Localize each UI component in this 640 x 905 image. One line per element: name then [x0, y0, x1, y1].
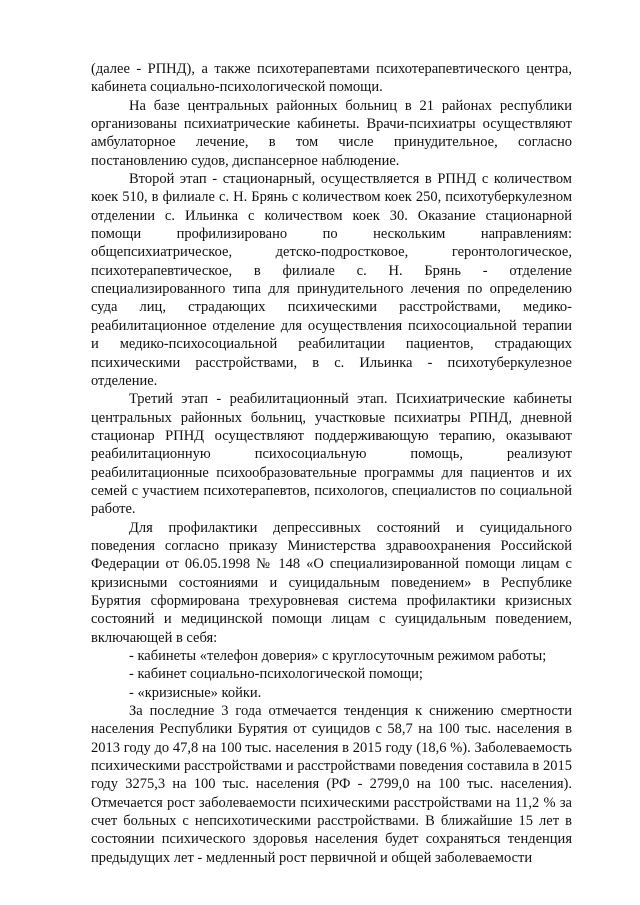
paragraph-prevention-system: Для профилактики депрессивных состояний и суицидального поведения согласно приказу Министерства здравоохранения Российской Федерации от 06.05.1998 № 148 «О специализированной помощи лицам с кризисными состояниями и суицидальным поведением» в Республике Бурятия сформирована трехуровневая система профилактики кризисных состояний и медицинской помощи лицам с суицидальным поведением, включающей в себя:	[91, 519, 572, 646]
prevention-levels-list	[91, 647, 572, 702]
list-item: - кабинет социально-психологической помощи;	[129, 665, 572, 683]
document-page	[91, 60, 572, 867]
list-item: - «кризисные» койки.	[129, 684, 572, 702]
paragraph-suicide-statistics: За последние 3 года отмечается тенденция к снижению смертности населения Республики Бурятия от суицидов с 58,7 на 100 тыс. населения в 2013 году до 47,8 на 100 тыс. населения в 2015 году (18,6 %). Заболеваемость психическими расстройствами и расстройствами поведения составила в 2015 году 3275,3 на 100 тыс. населения (РФ - 2799,0 на 100 тыс. населения). Отмечается рост заболеваемости психическими расстройствами на 11,2 % за счет больных с непсихотическими расстройствами. В ближайшие 15 лет в состоянии психического здоровья населения будет сохраняться тенденция предыдущих лет - медленный рост первичной и общей заболеваемости	[91, 703, 572, 866]
paragraph-second-stage: Второй этап - стационарный, осуществляется в РПНД с количеством коек 510, в филиале с. Н. Брянь с количеством коек 250, психотуберкулезном отделении с. Ильинка с количеством коек 30. Оказание стационарной помощи профилизировано по нескольким направлениям: общепсихиатрическое, детско-подростковое, геронтологическое, психотерапевтическое, в филиале с. Н. Брянь - отделение специализированного типа для принудительного лечения по определению суда лиц, страдающих психическими расстройствами, медико-реабилитационное отделение для осуществления психосоциальной терапии и медико-психосоциальной реабилитации пациентов, страдающих психическими расстройствами, в с. Ильинка - психотуберкулезное отделение.	[91, 171, 572, 389]
paragraph-continuation: (далее - РПНД), а также психотерапевтами психотерапевтического центра, кабинета социально-психологической помощи.	[91, 61, 572, 96]
paragraph-third-stage: Третий этап - реабилитационный этап. Психиатрические кабинеты центральных районных больниц, участковые психиатры РПНД, дневной стационар РПНД осуществляют поддерживающую терапию, оказывают реабилитационную психосоциальную помощь, реализуют реабилитационные психообразовательные программы для пациентов и их семей с участием психотерапевтов, психологов, специалистов по социальной работе.	[91, 391, 572, 518]
list-item: - кабинеты «телефон доверия» с круглосуточным режимом работы;	[129, 647, 572, 665]
paragraph-district-cabinets: На базе центральных районных больниц в 21 районах республики организованы психиатрические кабинеты. Врачи-психиатры осуществляют амбулаторное лечение, в том числе принудительное, согласно постановлению судов, диспансерное наблюдение.	[91, 97, 572, 169]
